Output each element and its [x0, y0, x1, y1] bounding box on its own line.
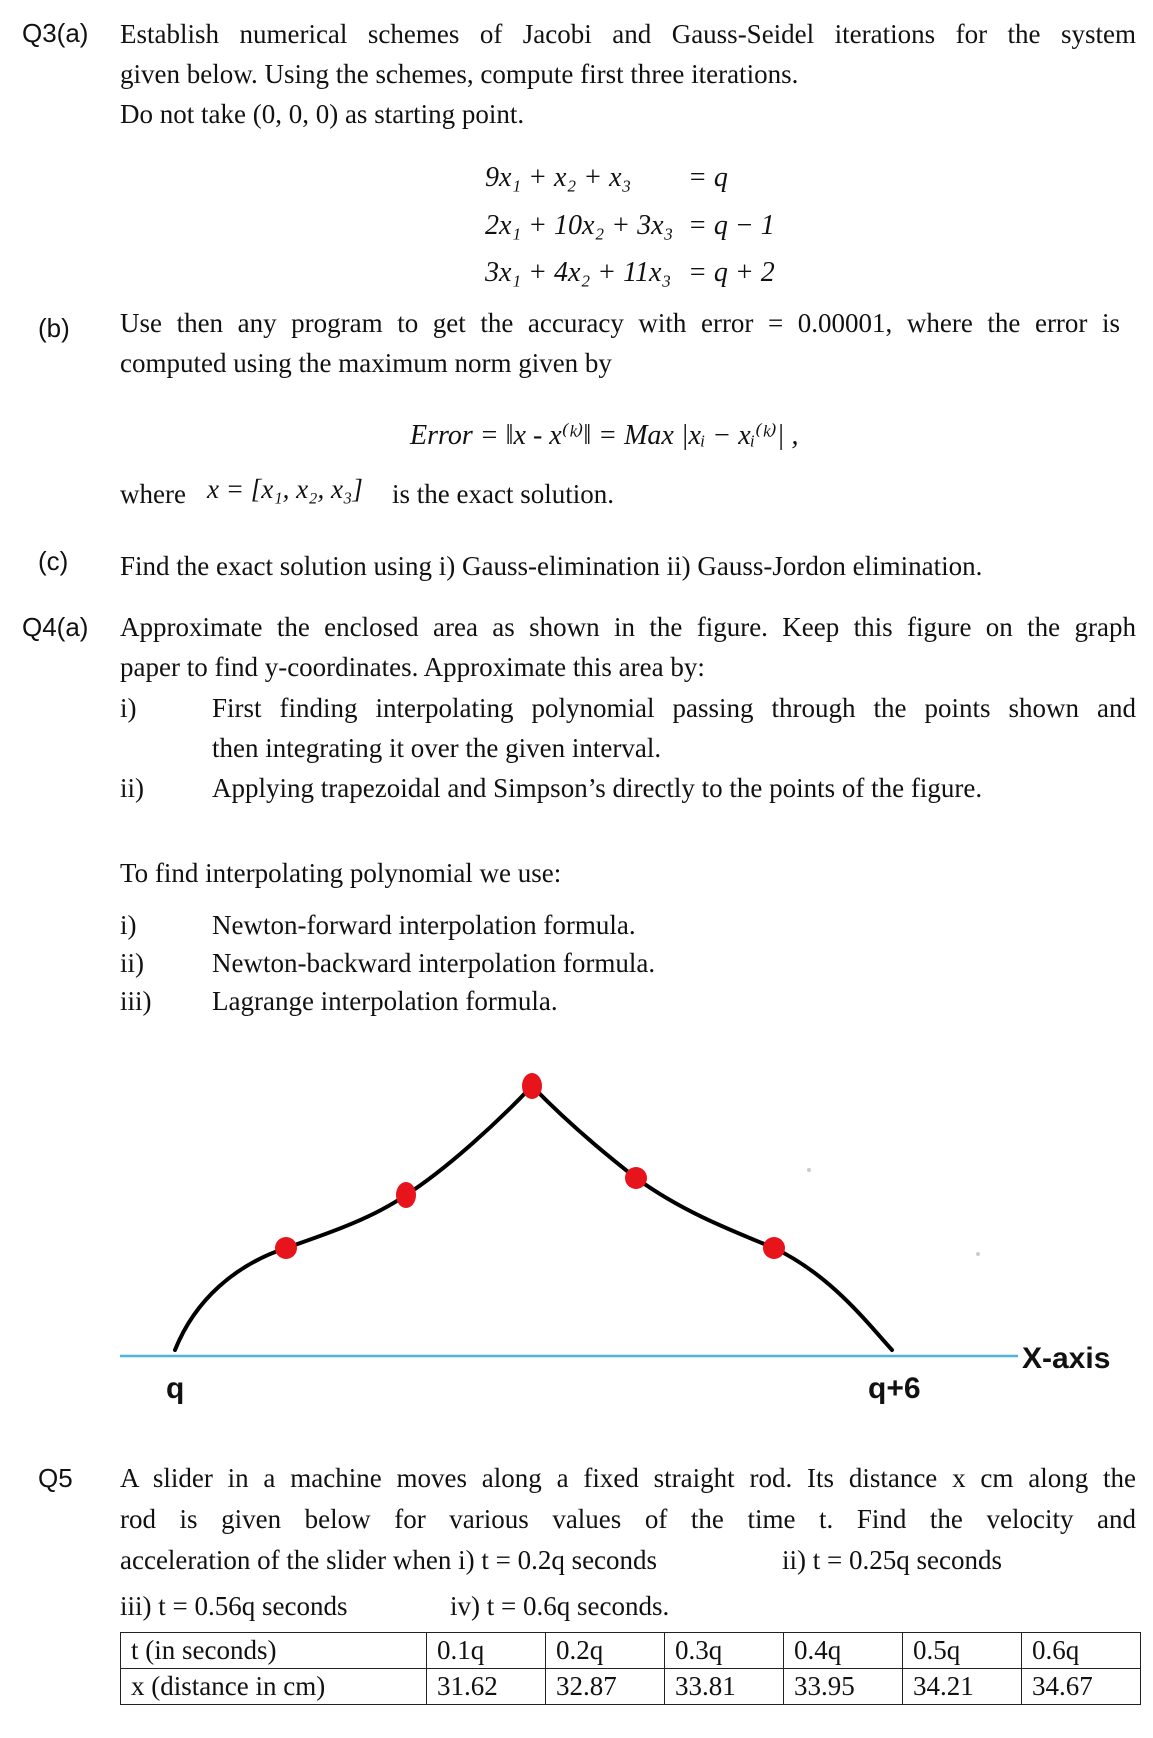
method-1-number: i)	[120, 910, 137, 940]
equation-3-rhs: = q + 2	[688, 257, 775, 288]
q4a-line2: paper to find y-coordinates. Approximate this area by:	[120, 652, 705, 682]
equation-3-lhs: 3x₁ + 4x₂ + 11x₃	[485, 257, 672, 288]
table-cell: 31.62	[427, 1669, 546, 1705]
table-cell: 0.3q	[665, 1633, 784, 1669]
q4a-line1: Approximate the enclosed area as shown in the figure. Keep this figure on the graph	[120, 612, 1136, 642]
table-cell: 34.21	[903, 1669, 1022, 1705]
q3a-label: Q3(a)	[22, 18, 89, 48]
q4-item-ii-number: ii)	[120, 773, 144, 803]
q4-item-ii-line1: Applying trapezoidal and Simpson’s directly to the points of the figure.	[212, 773, 983, 803]
q5-line4-b: iv) t = 0.6q seconds.	[450, 1591, 670, 1621]
q3b-line3-pre: where	[120, 479, 186, 509]
q5-line4-a: iii) t = 0.56q seconds	[120, 1591, 348, 1621]
curve-point-2	[396, 1182, 416, 1208]
table-cell: 0.5q	[903, 1633, 1022, 1669]
figure-label-left: q	[166, 1372, 185, 1405]
q3a-line2: given below. Using the schemes, compute first three iterations.	[120, 59, 799, 89]
table-row-head: x (distance in cm)	[121, 1669, 427, 1705]
curve-point-5	[763, 1237, 785, 1259]
q3a-line1: Establish numerical schemes of Jacobi and Gauss-Seidel iterations for the system	[120, 19, 1136, 49]
q4-item-i-line1: First finding interpolating polynomial passing through the points shown and	[212, 693, 1136, 723]
q3c-label: (c)	[38, 546, 69, 576]
method-3-number: iii)	[120, 986, 152, 1016]
method-3-text: Lagrange interpolation formula.	[212, 986, 558, 1016]
table-cell: 33.81	[665, 1669, 784, 1705]
q3b-label: (b)	[38, 313, 70, 343]
method-1-text: Newton-forward interpolation formula.	[212, 910, 636, 940]
q5-label: Q5	[38, 1463, 73, 1493]
q5-line3-a: acceleration of the slider when i) t = 0.2q seconds	[120, 1545, 658, 1575]
q4-item-i-number: i)	[120, 693, 137, 723]
table-cell: 33.95	[784, 1669, 903, 1705]
table-row-head: t (in seconds)	[121, 1633, 427, 1669]
table-cell: 0.2q	[546, 1633, 665, 1669]
q4-item-i-line2: then integrating it over the given interval.	[212, 733, 662, 763]
q3b-line1: Use then any program to get the accuracy with error = 0.00001, where the error is	[120, 308, 1120, 338]
table-cell: 0.6q	[1022, 1633, 1141, 1669]
q3b-line3-post: is the exact solution.	[392, 479, 614, 509]
curve-point-4	[625, 1167, 647, 1189]
curve-point-3	[522, 1073, 542, 1099]
slider-data-table	[120, 1632, 1141, 1705]
method-2-text: Newton-backward interpolation formula.	[212, 948, 656, 978]
q3b-line2: computed using the maximum norm given by	[120, 348, 612, 378]
table-row	[121, 1633, 1141, 1669]
error-formula: Error = ‖x - x⁽ᵏ⁾‖ = Max |xᵢ − xᵢ⁽ᵏ⁾| ,	[410, 420, 799, 451]
curve	[175, 1086, 892, 1350]
table-cell: 0.4q	[784, 1633, 903, 1669]
table-cell: 32.87	[546, 1669, 665, 1705]
exact-solution-vector: x = [x₁, x₂, x₃]	[207, 474, 363, 504]
speck	[976, 1252, 980, 1256]
method-2-number: ii)	[120, 948, 144, 978]
table-row	[121, 1669, 1141, 1705]
q5-line2: rod is given below for various values of the time t. Find the velocity and	[120, 1504, 1136, 1534]
equation-1-rhs: = q	[688, 162, 728, 193]
q5-line1: A slider in a machine moves along a fixed straight rod. Its distance x cm along the	[120, 1463, 1136, 1493]
q3c-line1: Find the exact solution using i) Gauss-elimination ii) Gauss-Jordon elimination.	[120, 551, 983, 581]
x-axis-label: X-axis	[1022, 1342, 1111, 1375]
q5-line3-b: ii) t = 0.25q seconds	[782, 1545, 1002, 1575]
equation-1-lhs: 9x₁ + x₂ + x₃	[485, 162, 632, 193]
figure-label-right: q+6	[868, 1372, 921, 1405]
speck	[807, 1168, 811, 1172]
equation-2-rhs: = q − 1	[688, 210, 775, 241]
table-cell: 0.1q	[427, 1633, 546, 1669]
q3a-line3: Do not take (0, 0, 0) as starting point.	[120, 99, 525, 129]
q4a-label: Q4(a)	[22, 612, 89, 642]
curve-point-1	[275, 1237, 297, 1259]
table-cell: 34.67	[1022, 1669, 1141, 1705]
interp-intro: To find interpolating polynomial we use:	[120, 858, 562, 888]
equation-2-lhs: 2x₁ + 10x₂ + 3x₃	[485, 210, 674, 241]
